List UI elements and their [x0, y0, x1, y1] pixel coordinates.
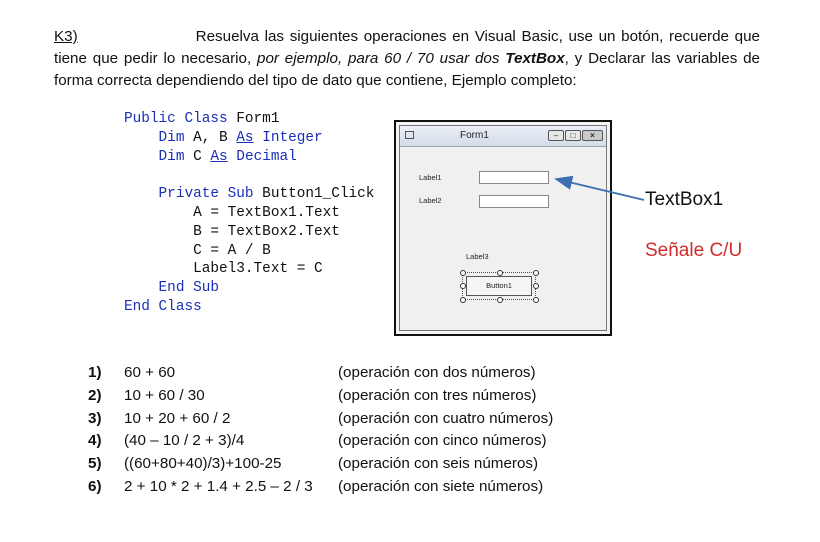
close-icon[interactable]: × [582, 130, 603, 141]
code-keyword: End Class [124, 298, 202, 315]
code-text: Button1_Click [253, 186, 375, 203]
operation-expression: ((60+80+40)/3)+100-25 [124, 455, 282, 473]
label2: Label2 [419, 196, 442, 205]
operation-expression: 60 + 60 [124, 364, 176, 381]
code-keyword: Public Class [124, 111, 228, 127]
operation-description: (operación con seis números) [338, 455, 539, 473]
note-red: Señale C/U [645, 240, 743, 261]
code-line: C = A / B [193, 242, 271, 259]
code-keyword: Decimal [227, 148, 297, 165]
list-item [88, 385, 553, 408]
operation-number: 1) [88, 364, 102, 381]
code-line: B = TextBox2.Text [193, 223, 340, 240]
code-text: A, B [184, 129, 237, 146]
instructions-example: por ejemplo, para 60 / 70 usar dos [257, 50, 506, 67]
code-keyword: As [210, 148, 228, 165]
instructions-text-2: , y Declarar las variables de forma correcta dependiendo del tipo de dato que contiene, Ejemplo completo: [54, 50, 760, 89]
operation-description: (operación con siete números) [338, 477, 544, 495]
code-keyword: Dim [158, 129, 185, 146]
code-text: C [184, 148, 211, 165]
code-keyword: Private Sub [158, 186, 254, 203]
operation-expression: 10 + 60 / 30 [124, 386, 205, 404]
code-keyword: End Sub [158, 280, 219, 297]
operation-number: 5) [88, 455, 102, 473]
form-title: Form1 [460, 130, 489, 141]
operation-description: (operación con cuatro números) [338, 409, 554, 427]
list-item [88, 408, 553, 431]
maximize-icon[interactable]: □ [565, 130, 581, 141]
list-item [88, 453, 553, 476]
textbox1-callout: TextBox1 [645, 189, 724, 210]
operation-expression: 10 + 20 + 60 / 2 [124, 409, 231, 427]
label1: Label1 [419, 173, 442, 182]
code-line: Label3.Text = C [193, 261, 323, 278]
code-text: Form1 [227, 111, 280, 127]
label3: Label3 [466, 252, 489, 261]
operation-description: (operación con dos números) [338, 364, 536, 381]
exercise-code: K3) [54, 28, 78, 45]
code-keyword: Integer [253, 129, 323, 146]
operation-number: 4) [88, 432, 102, 450]
operation-description: (operación con cinco números) [338, 432, 547, 450]
operation-expression: (40 – 10 / 2 + 3)/4 [124, 432, 245, 450]
operation-number: 3) [88, 409, 102, 427]
button1[interactable]: Button1 [466, 276, 532, 296]
operation-description: (operación con tres números) [338, 386, 537, 404]
minimize-icon[interactable]: – [548, 130, 564, 141]
instructions-textbox-word: TextBox [505, 50, 565, 67]
code-line: A = TextBox1.Text [193, 204, 340, 221]
code-keyword: As [236, 129, 254, 146]
arrow-line [556, 179, 644, 200]
operations-list [88, 362, 553, 499]
list-item [88, 362, 553, 385]
code-keyword: Dim [158, 148, 185, 165]
instructions-text-1: Resuelva las siguientes operaciones en Visual Basic, use un botón, recuerde que tiene que pedir lo necesario, [54, 28, 760, 67]
operation-expression: 2 + 10 * 2 + 1.4 + 2.5 – 2 / 3 [124, 477, 313, 495]
operation-number: 2) [88, 386, 102, 404]
list-item [88, 430, 553, 453]
operation-number: 6) [88, 477, 102, 495]
list-item [88, 476, 553, 499]
